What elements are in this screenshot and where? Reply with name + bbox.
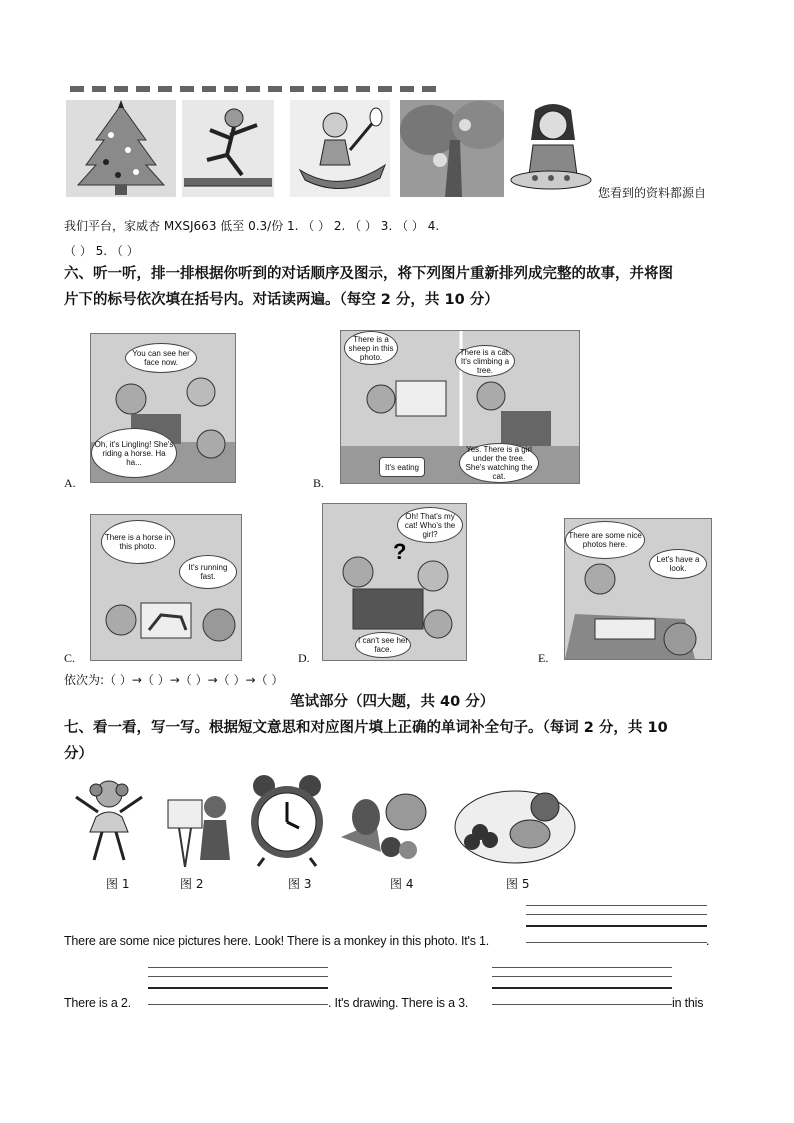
answer-blank-2-line[interactable] xyxy=(148,1004,328,1005)
figure-label-4: 图 4 xyxy=(390,877,414,891)
bubble-b4: Yes. There is a girl under the tree. She's watching the cat. xyxy=(459,443,539,483)
panel-b-label: B. xyxy=(313,476,325,490)
answer-blank-1-line[interactable] xyxy=(526,925,707,927)
bear-painting-picture xyxy=(160,772,240,868)
svg-text:?: ? xyxy=(393,539,407,564)
panel-c-label: C. xyxy=(64,651,76,665)
sentence-2b: . It's drawing. There is a 3. xyxy=(328,996,469,1010)
section6-heading: 六、听一听，排一排根据你听到的对话顺序及图示，将下列图片重新排列成完整的故事，并将图 xyxy=(64,266,673,282)
answer-blank-3-line[interactable] xyxy=(492,967,672,968)
answer-blank-2-line[interactable] xyxy=(148,967,328,968)
bubble-e1: There are some nice photos here. xyxy=(565,521,645,559)
answer-blank-3-line[interactable] xyxy=(492,976,672,977)
sentence-1: There are some nice pictures here. Look! There is a monkey in this photo. It's 1. xyxy=(64,934,490,948)
christmas-tree-picture xyxy=(66,100,176,197)
story-panel-b xyxy=(340,330,580,484)
bubble-c2: It's running fast. xyxy=(179,555,237,589)
bubble-d2: I can't see her face. xyxy=(355,632,411,658)
figure-label-3: 图 3 xyxy=(288,877,312,891)
section5-answer-line2: （ ） 5. （ ） xyxy=(64,244,139,258)
bubble-b3: There is a cat. It's climbing a tree. xyxy=(455,345,515,377)
bubble-a2: Oh, it's Lingling! She's riding a horse. Ha ha... xyxy=(91,428,177,478)
figure-label-2: 图 2 xyxy=(180,877,204,891)
figure-label-1: 图 1 xyxy=(106,877,130,891)
sentence-2a: There is a 2. xyxy=(64,996,131,1010)
panel-e-label: E. xyxy=(538,651,549,665)
order-line: 依次为:（ ）→（ ）→（ ）→（ ）→（ ） xyxy=(64,673,284,687)
panel-d-label: D. xyxy=(298,651,310,665)
bubble-b2: It's eating xyxy=(379,457,425,477)
fruits-picture xyxy=(450,772,580,868)
answer-blank-3-line[interactable] xyxy=(492,1004,672,1005)
cropped-top-text xyxy=(70,86,440,92)
long-jump-picture xyxy=(182,100,274,197)
sentence-1-end: . xyxy=(706,934,710,948)
story-panel-d xyxy=(322,503,467,661)
bubble-e2: Let's have a look. xyxy=(649,549,707,579)
bubble-b1: There is a sheep in this photo. xyxy=(344,331,398,365)
answer-blank-1-line[interactable] xyxy=(526,914,707,915)
cats-in-tree-picture xyxy=(400,100,504,197)
answer-blank-2-line[interactable] xyxy=(148,976,328,977)
answer-blank-1-line[interactable] xyxy=(526,942,707,943)
girl-cooking-picture xyxy=(505,100,597,197)
story-panel-a xyxy=(90,333,236,483)
figure-label-5: 图 5 xyxy=(506,877,530,891)
panel-a-label: A. xyxy=(64,476,76,490)
alarm-clock-picture xyxy=(246,772,328,868)
written-part-title: 笔试部分（四大题，共 40 分） xyxy=(290,694,495,710)
vegetables-picture xyxy=(336,772,430,868)
section7-heading2: 分） xyxy=(64,746,93,762)
dancing-monkey-picture xyxy=(66,772,152,868)
section6-heading2: 片下的标号依次填在括号内。对话读两遍。（每空 2 分，共 10 分） xyxy=(64,292,499,308)
answer-blank-1-line[interactable] xyxy=(526,905,707,906)
story-panel-c xyxy=(90,514,242,661)
answer-blank-3-line[interactable] xyxy=(492,987,672,989)
section5-answer-line: 我们平台，家威杏 MXSJ663 低至 0.3/份 1. （ ） 2. （ ） 3. （ ） 4. xyxy=(64,219,440,233)
sentence-2c: in this xyxy=(672,996,704,1010)
rowing-picture xyxy=(290,100,390,197)
bubble-c1: There is a horse in this photo. xyxy=(101,520,175,564)
story-panel-e xyxy=(564,518,712,660)
answer-blank-2-line[interactable] xyxy=(148,987,328,989)
bubble-d1: Oh! That's my cat! Who's the girl? xyxy=(397,507,463,543)
section7-heading: 七、看一看，写一写。根据短文意思和对应图片填上正确的单词补全句子。（每词 2 分，共 10 xyxy=(64,720,668,736)
watermark-text: 您看到的资料都源自 xyxy=(598,186,707,200)
bubble-a1: You can see her face now. xyxy=(125,343,197,373)
